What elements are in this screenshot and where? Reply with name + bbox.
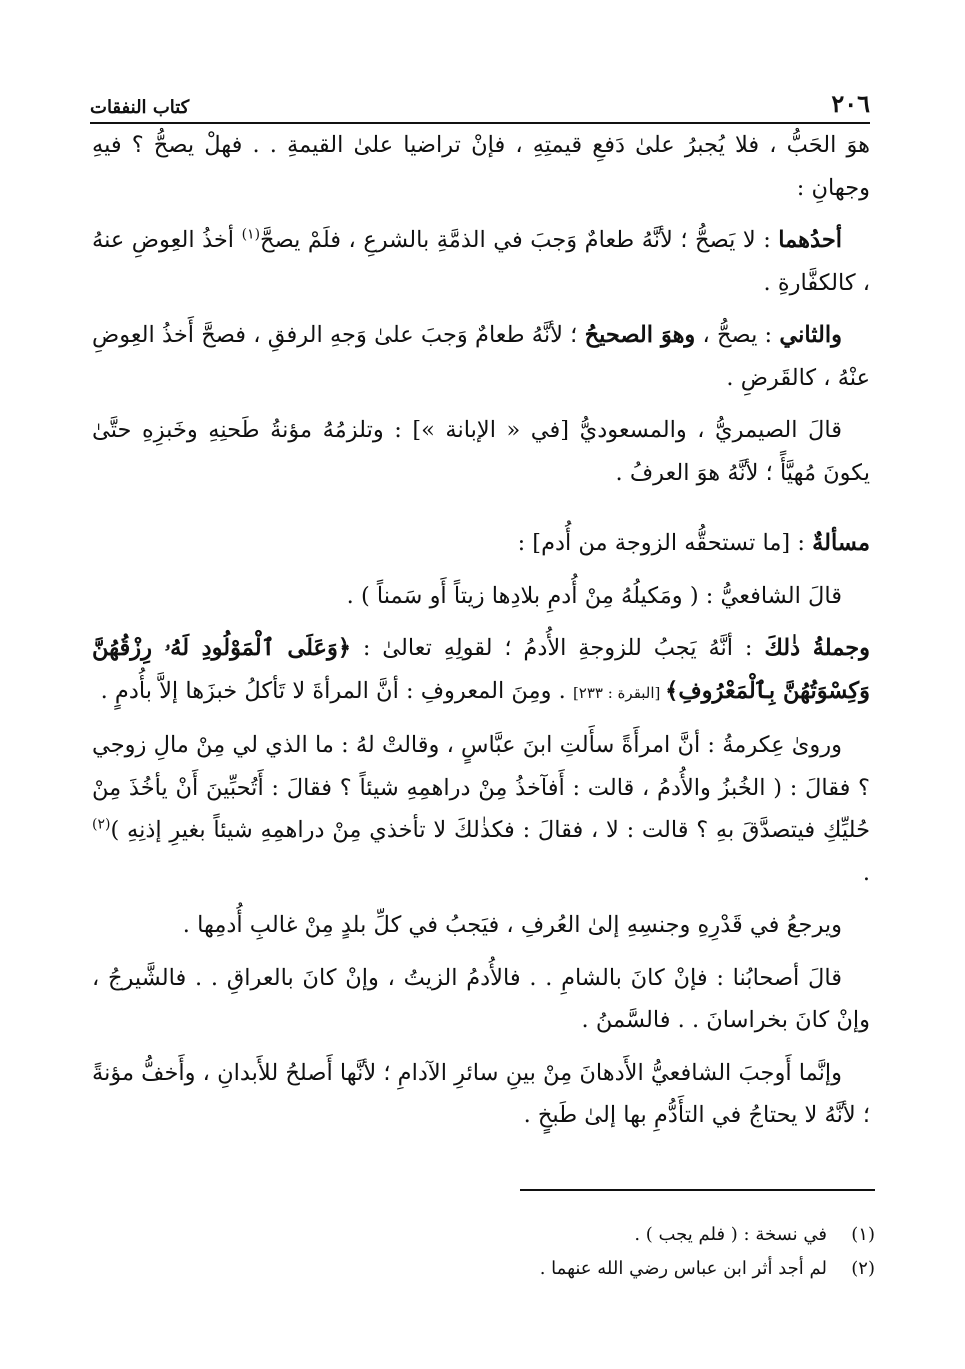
footnote xyxy=(105,1218,875,1252)
paragraph-text: قالَ الصيمريُّ ، والمسعوديُّ [في « الإبانة »] : وتلزمُهُ مؤنةُ طَحنِهِ وخَبزِهِ حتَّىٰ يكونَ مُهيَّأً ؛ لأنَّهُ هوَ العرفُ . xyxy=(92,417,870,486)
footnotes xyxy=(105,1218,875,1286)
issue-title: : [ما تستحقُّه الزوجة من أُدم] : xyxy=(517,530,813,556)
paragraph xyxy=(92,409,870,494)
paragraph xyxy=(92,904,870,947)
paragraph-text: وروىٰ عِكرمةُ : أنَّ امرأَةً سأَلتِ ابنَ عبَّاسٍ ، وقالتْ لهُ : ما الذي لي مِنْ مالِ زوجي ؟ فقالَ : ( الخُبزُ والأُدمُ ، قالت : أَفآخذُ مِنْ دراهمِهِ شيئاً ؟ فقالَ : أَتُحبِّينَ أَنْ يأخُذَ مِنْ حُليِّكِ فيتصدَّقَ بهِ ؟ قالت : لا ، فقالَ : فكذٰلكَ لا تأخذي مِنْ دراهمِهِ شيئاً بغيرِ إذنِهِ ) xyxy=(92,732,870,843)
paragraph-text: : يصحُّ ، xyxy=(695,322,780,348)
paragraph xyxy=(92,314,870,399)
verse-reference: [البقرة : ٢٣٣] xyxy=(572,683,666,702)
footnote-text: في نسخة : ( فلم يجب ) . xyxy=(634,1224,827,1245)
issue-heading xyxy=(92,522,870,565)
paragraph-text: هوَ الحَبُّ ، فلا يُجبرُ علىٰ دَفعِ قيمتِهِ ، فإنْ تراضيا علىٰ القيمةِ . . فهلْ يصحُّ ؟ فيهِ وجهانِ : xyxy=(92,132,870,201)
paragraph-text: ؛ لأنَّهُ طعامٌ وَجبَ علىٰ وَجهِ الرفقِ ، فصحَّ أَخذُ العِوضِ عنْهُ ، كالقَرضِ . xyxy=(92,322,870,391)
chapter-title: كتاب النفقات xyxy=(90,97,190,118)
footnote-text: لم أجد أثر ابن عباس رضي الله عنهما . xyxy=(539,1258,827,1279)
paragraph xyxy=(92,575,870,618)
footnote-number: (١) xyxy=(851,1224,875,1245)
page-body xyxy=(92,124,870,1147)
footnote xyxy=(105,1252,875,1286)
paragraph-text: أخذُ العِوضِ عنهُ ، كالكفَّارةِ . xyxy=(92,227,870,296)
paragraph-text: : أنَّهُ يَجبُ للزوجةِ الأُدمُ ؛ لقولِهِ تعالىٰ : xyxy=(351,635,765,661)
paragraph xyxy=(92,627,870,714)
footnote-marker[interactable]: (٢) xyxy=(92,816,111,833)
paragraph-text: ويرجعُ في قَدْرِهِ وجنسِهِ إلىٰ العُرفِ ، فيَجبُ في كلِّ بلدٍ مِنْ غالبِ أُدمِها . xyxy=(182,912,842,938)
issue-label: مسألةٌ xyxy=(812,530,870,556)
paragraph-lead: والثاني xyxy=(779,322,843,348)
paragraph-text: قالَ أصحابُنا : فإنْ كانَ بالشامِ . . فالأُدمُ الزيتُ ، وإنْ كانَ بالعراقِ . . فالشَّيرجُ ، وإنْ كانَ بخراسانَ . . فالسَّمنُ . xyxy=(92,964,870,1033)
paragraph xyxy=(92,124,870,209)
paragraph-text: . xyxy=(862,859,870,886)
page-header xyxy=(90,82,870,124)
paragraph xyxy=(92,219,870,304)
footnote-divider xyxy=(520,1189,875,1191)
footnote-marker[interactable]: (١) xyxy=(241,226,261,243)
paragraph-lead: وجملةُ ذٰلكَ xyxy=(764,635,871,661)
page-number: ٢٠٦ xyxy=(831,89,870,118)
paragraph-text: : لا يَصحُّ ؛ لأنَّهُ طعامٌ وَجبَ في الذمَّةِ بالشرعِ ، فلَمْ يصحَّ xyxy=(260,227,779,253)
quran-verse: ﴿وَعَلَى ٱلْمَوْلُودِ لَهُۥ رِزْقُهُنَّ وَكِسْوَتُهُنَّ بِٱلْمَعْرُوفِ﴾ xyxy=(92,635,870,704)
paragraph xyxy=(92,957,870,1042)
paragraph-text: قالَ الشافعيُّ : ( ومَكيلُهُ مِنْ أُدمِ بلادِها زيتاً أَو سَمناً ) . xyxy=(346,582,842,609)
footnote-number: (٢) xyxy=(851,1258,875,1279)
paragraph xyxy=(92,1052,870,1137)
paragraph-text: وإنَّما أَوجبَ الشافعيُّ الأَدهانَ مِنْ بينِ سائرِ الآدامِ ؛ لأنَّها أَصلحُ للأَبدانِ ، وأَخفُّ مؤنةً ؛ لأنَّهُ لا يحتاجُ في التأَدُّمِ بها إلىٰ طَبخٍ . xyxy=(92,1059,870,1128)
paragraph xyxy=(92,724,870,894)
paragraph-text: . ومِنَ المعروفِ : أنَّ المرأةَ لا تَأكلُ خبزَها إلاَّ بأُدمٍ . xyxy=(100,677,573,704)
paragraph-lead: أحدُهما xyxy=(778,227,842,253)
paragraph-emphasis: وهوَ الصحيحُ xyxy=(584,322,696,348)
